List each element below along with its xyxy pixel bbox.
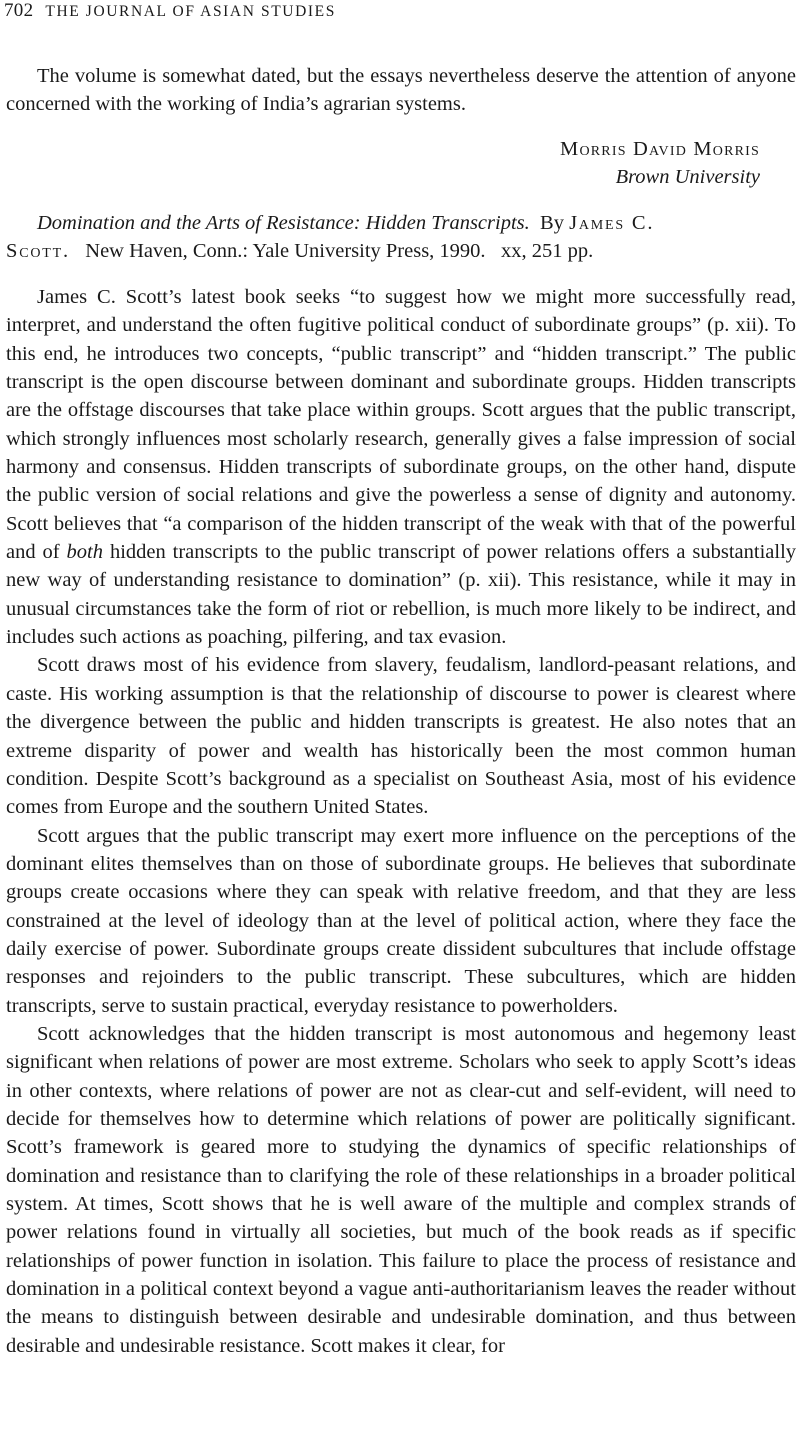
book-title: Domination and the Arts of Resistance: Hidden Transcripts. <box>37 212 530 234</box>
author-last-name: Scott. <box>6 240 70 262</box>
emphasis-both: both <box>66 541 103 564</box>
reviewer-affiliation: Brown University <box>615 166 760 188</box>
review-paragraph-1-text-b: hidden transcripts to the public transcript of power relations offers a substantially new way of understanding resistance to domination” (p. xii). This resistance, while it may in unusual circumstances take the form of riot or rebellion, is much more likely to be indirect, and includes such actions as poaching, pilfering, and tax evasion. <box>6 541 797 649</box>
review-paragraph-1-text-a: James C. Scott’s latest book seeks “to suggest how we might more successfully read, interpret, and understand the often fugitive political conduct of subordinate groups” (p. xii). To this end, he introduces two concepts, “public transcript” and “hidden transcript.” The public transcript is the open discourse between dominant and subordinate groups. Hidden transcripts are the offstage discourses that take place within groups. Scott argues that the public transcript, which strongly influences most scholarly research, generally gives a false impression of social harmony and consensus. Hidden transcripts of subordinate groups, on the other hand, dispute the public version of social relations and give the powerless a sense of dignity and autonomy. Scott believes that “a comparison of the hidden transcript of the weak with that of the powerful and of <box>6 286 796 564</box>
page-count: xx, 251 pp. <box>500 240 594 262</box>
previous-review-conclusion <box>6 62 796 119</box>
review-paragraph-1 <box>6 283 796 651</box>
book-citation <box>6 209 762 265</box>
citation-line-1 <box>6 209 762 237</box>
running-head <box>4 0 336 24</box>
review-paragraph-3: Scott argues that the public transcript may exert more influence on the perceptions of the dominant elites themselves than on those of subordinate groups. He believes that subordinate groups create occasions where they can speak with relative freedom, and that they are less constrained at the level of ideology than at the level of political action, where they face the daily exercise of power. Subordinate groups create dissident subcultures that include offstage responses and rejoinders to the public transcript. These subcultures, which are hidden transcripts, serve to sustain practical, everyday resistance to powerholders. <box>6 824 796 1017</box>
citation-by: By <box>540 212 564 234</box>
publication-info: New Haven, Conn.: Yale University Press, 1990. <box>85 240 486 262</box>
previous-review-paragraph: The volume is somewhat dated, but the essays nevertheless deserve the attention of anyone concerned with the working of India’s agrarian systems. <box>6 65 796 116</box>
review-paragraph-4: Scott acknowledges that the hidden transcript is most autonomous and hegemony least significant when relations of power are most extreme. Scholars who seek to apply Scott’s ideas in other contexts, where relations of power are not as clear-cut and self-evident, will need to decide for themselves how to determine which relations of power are politically significant. Scott’s framework is geared more to studying the dynamics of specific relationships of domination and resistance than to clarifying the role of these relationships in a broader political system. At times, Scott shows that he is well aware of the multiple and complex strands of power relations found in virtually all societies, but much of the book reads as if specific relationships of power function in isolation. This failure to place the process of resistance and domination in a political context beyond a vague anti-authoritarianism leaves the reader without the means to distinguish between desirable and undesirable domination, and thus between desirable and undesirable resistance. Scott makes it clear, for <box>6 1022 796 1357</box>
page-number: 702 <box>4 0 34 21</box>
reviewer-name: Morris David Morris <box>560 138 760 160</box>
review-body <box>6 283 796 1360</box>
journal-title: THE JOURNAL OF ASIAN STUDIES <box>45 3 336 20</box>
review-paragraph-2: Scott draws most of his evidence from slavery, feudalism, landlord-peasant relations, and caste. His working assumption is that the relationship of discourse to power is clearest where the divergence between the public and hidden transcripts is greatest. He also notes that an extreme disparity of power and wealth has historically been the most common human condition. Despite Scott’s background as a specialist on Southeast Asia, most of his evidence comes from Europe and the southern United States. <box>6 654 796 819</box>
author-first-name: James C. <box>569 212 655 234</box>
citation-line-2 <box>6 237 762 265</box>
